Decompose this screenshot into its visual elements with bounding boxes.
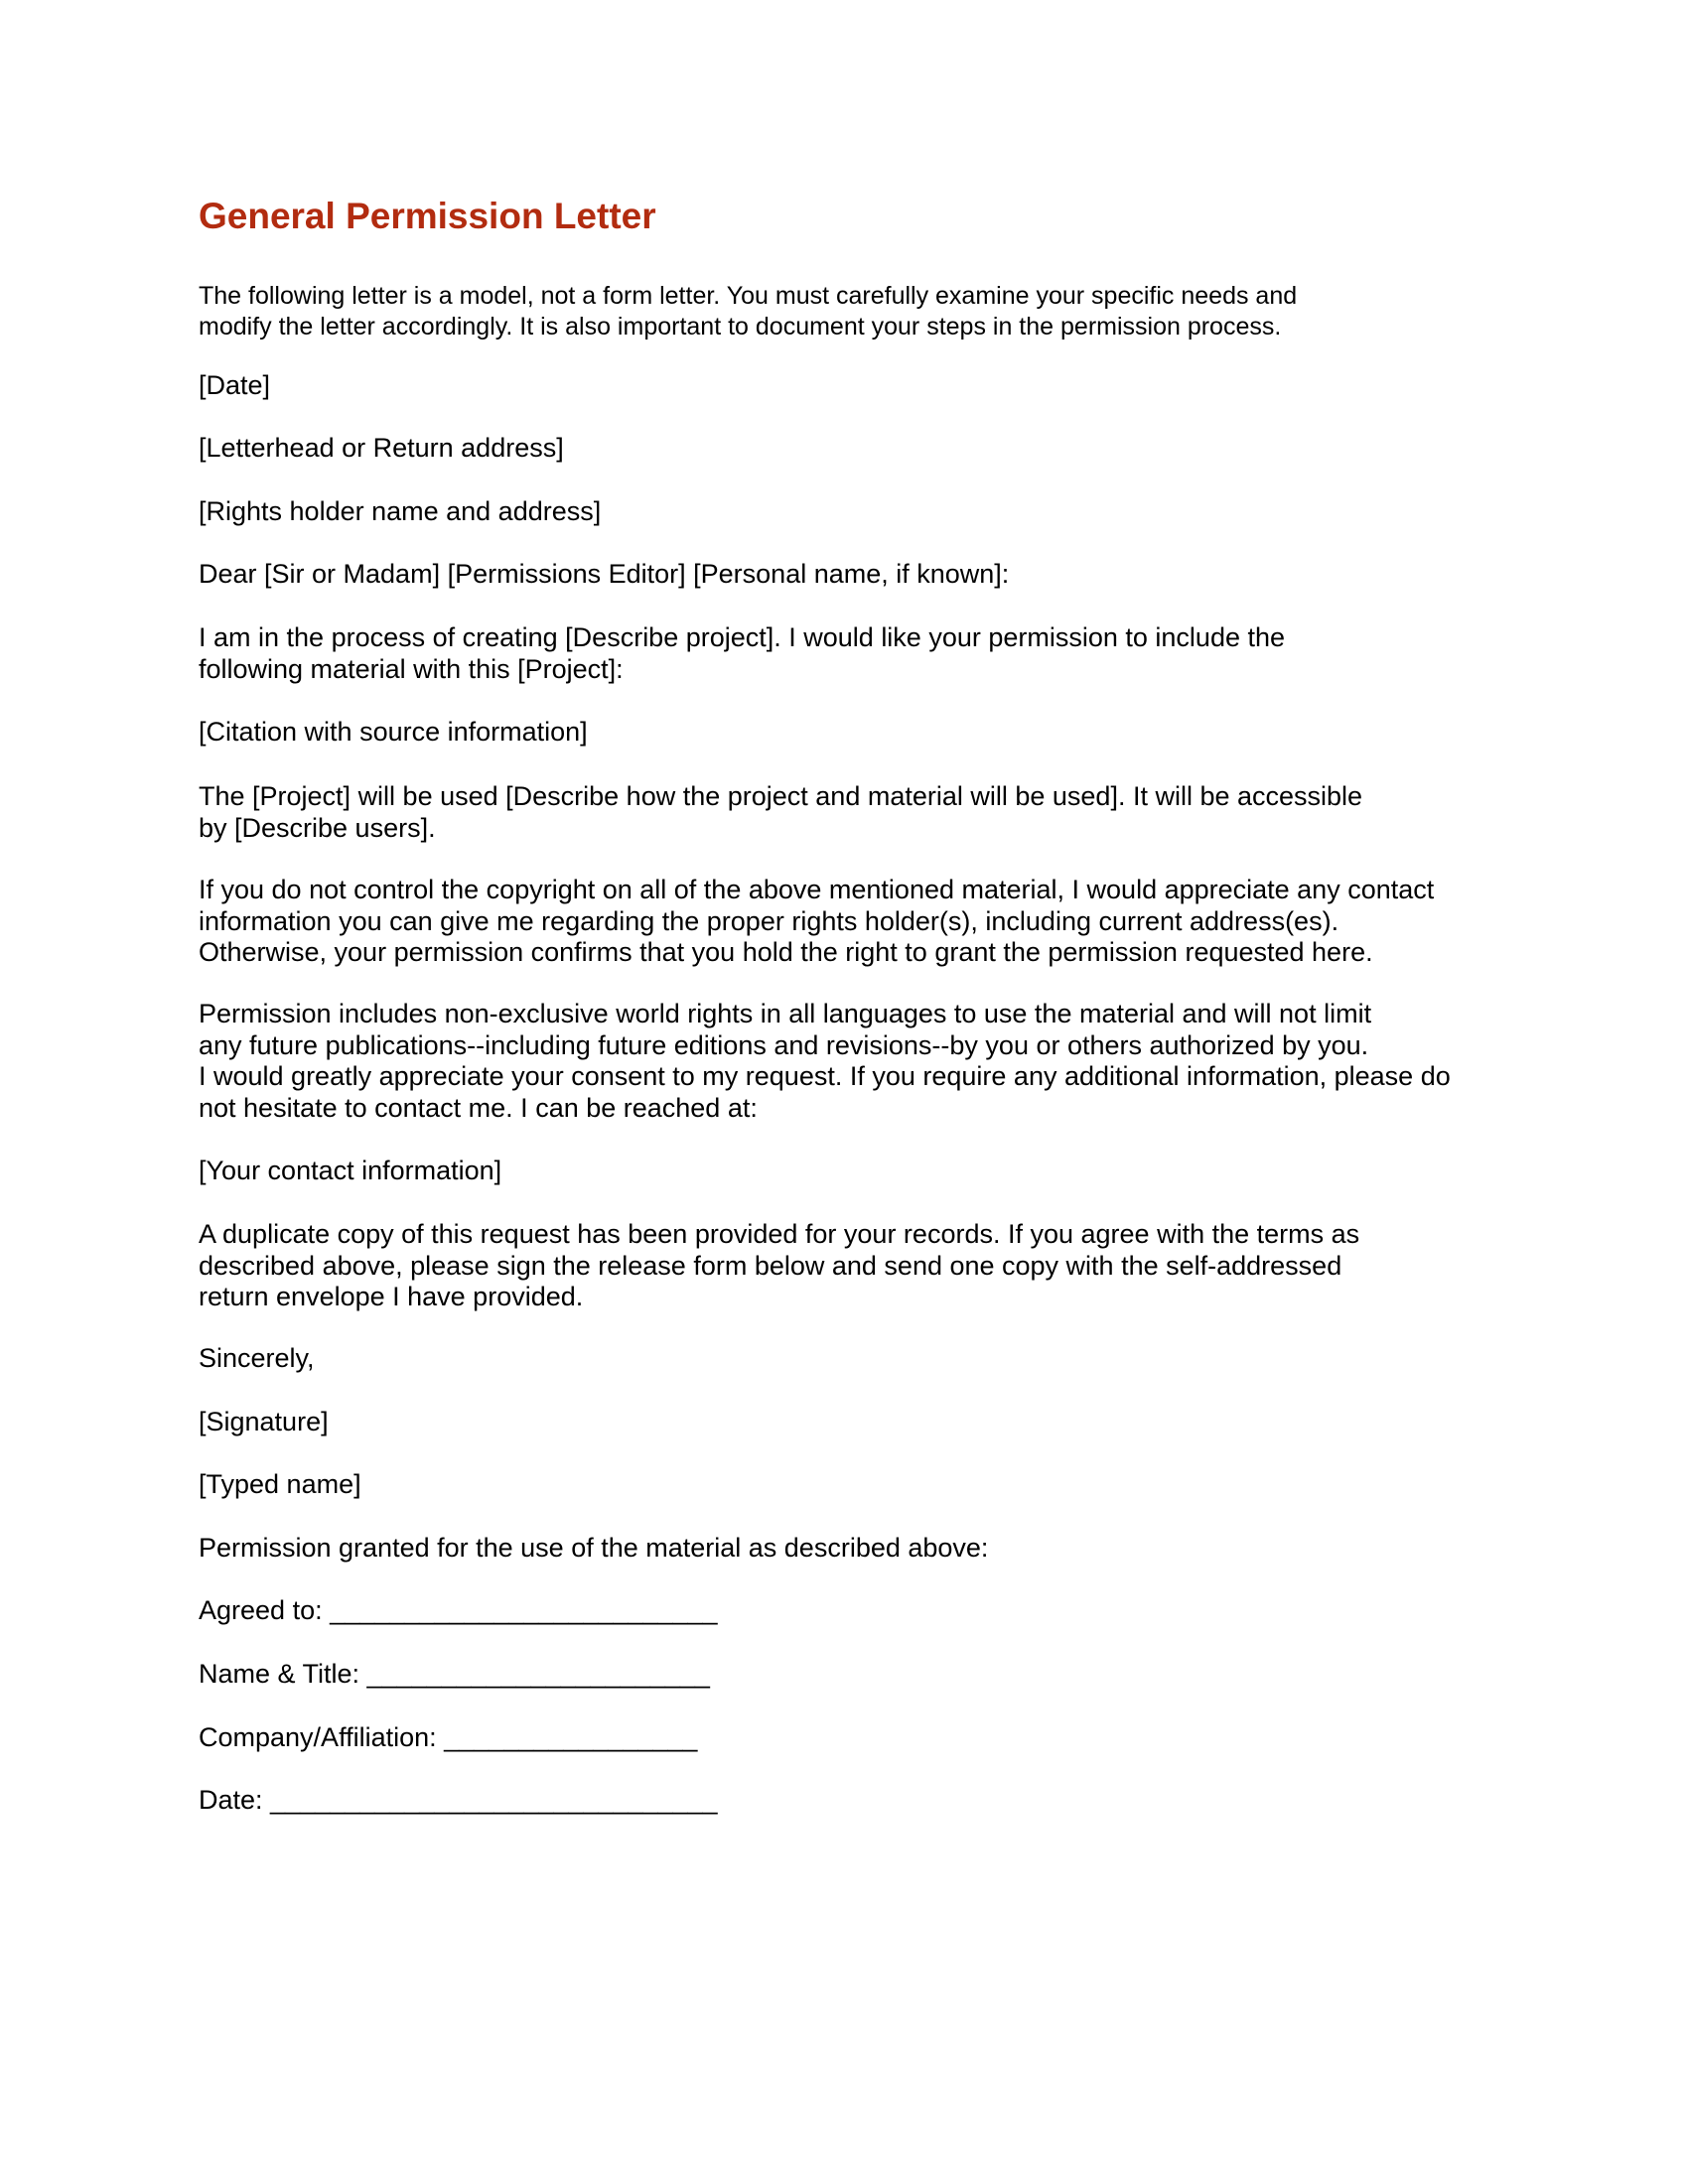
signature-placeholder: [199, 1407, 329, 1438]
copyright-paragraph: [199, 875, 1434, 969]
text-line: Agreed to: __________________________: [199, 1595, 718, 1625]
permission-granted-statement: [199, 1533, 988, 1565]
text-line: [Your contact information]: [199, 1156, 502, 1185]
rights-paragraph: [199, 999, 1451, 1124]
date-field: [199, 1785, 718, 1817]
usage-paragraph: [199, 781, 1362, 844]
text-line: The [Project] will be used [Describe how the project and material will be used]. It will be accessible: [199, 781, 1363, 811]
text-line: Otherwise, your permission confirms that you hold the right to grant the permission requested here.: [199, 937, 1373, 967]
text-line: Dear [Sir or Madam] [Permissions Editor] [Personal name, if known]:: [199, 559, 1010, 589]
text-line: by [Describe users].: [199, 812, 436, 843]
intro-note: [199, 281, 1297, 342]
text-line: [Signature]: [199, 1407, 329, 1436]
text-line: not hesitate to contact me. I can be reached at:: [199, 1092, 758, 1123]
text-line: Company/Affiliation: _________________: [199, 1722, 698, 1752]
text-line: If you do not control the copyright on all of the above mentioned material, I would appreciate any contact: [199, 875, 1435, 904]
agreed-to-field: [199, 1595, 718, 1627]
date-placeholder: [199, 370, 270, 402]
text-line: information you can give me regarding the proper rights holder(s), including current address(es).: [199, 905, 1339, 936]
company-affiliation-field: [199, 1722, 697, 1754]
text-line: described above, please sign the release form below and send one copy with the self-addressed: [199, 1250, 1342, 1281]
text-line: I am in the process of creating [Describe project]. I would like your permission to include the: [199, 622, 1286, 652]
closing: [199, 1343, 315, 1375]
text-line: Date: ______________________________: [199, 1785, 718, 1815]
intro-line: The following letter is a model, not a form letter. You must carefully examine your specific needs and: [199, 282, 1298, 310]
text-line: [Typed name]: [199, 1469, 361, 1499]
duplicate-copy-paragraph: [199, 1219, 1359, 1313]
intro-line: modify the letter accordingly. It is also important to document your steps in the permission process.: [199, 313, 1282, 341]
text-line: [Rights holder name and address]: [199, 496, 602, 526]
citation-placeholder: [199, 717, 588, 749]
text-line: return envelope I have provided.: [199, 1282, 584, 1311]
text-line: any future publications--including future editions and revisions--by you or others authorized by you.: [199, 1029, 1369, 1060]
text-line: [Date]: [199, 370, 271, 400]
return-address-placeholder: [199, 433, 564, 465]
text-line: Sincerely,: [199, 1343, 315, 1373]
text-line: [Citation with source information]: [199, 717, 588, 747]
text-line: A duplicate copy of this request has been provided for your records. If you agree with the terms as: [199, 1219, 1360, 1249]
text-line: following material with this [Project]:: [199, 653, 624, 684]
text-line: I would greatly appreciate your consent to my request. If you require any additional information, please do: [199, 1061, 1451, 1091]
name-title-field: [199, 1659, 710, 1691]
text-line: Permission includes non-exclusive world rights in all languages to use the material and will not limit: [199, 999, 1372, 1028]
rights-holder-placeholder: [199, 496, 601, 528]
contact-placeholder: [199, 1156, 501, 1187]
typed-name-placeholder: [199, 1469, 361, 1501]
salutation: [199, 559, 1009, 591]
text-line: [Letterhead or Return address]: [199, 433, 564, 463]
project-paragraph: [199, 622, 1285, 685]
page-title: General Permission Letter: [199, 196, 656, 236]
text-line: Permission granted for the use of the material as described above:: [199, 1533, 989, 1563]
text-line: Name & Title: _______________________: [199, 1659, 710, 1689]
